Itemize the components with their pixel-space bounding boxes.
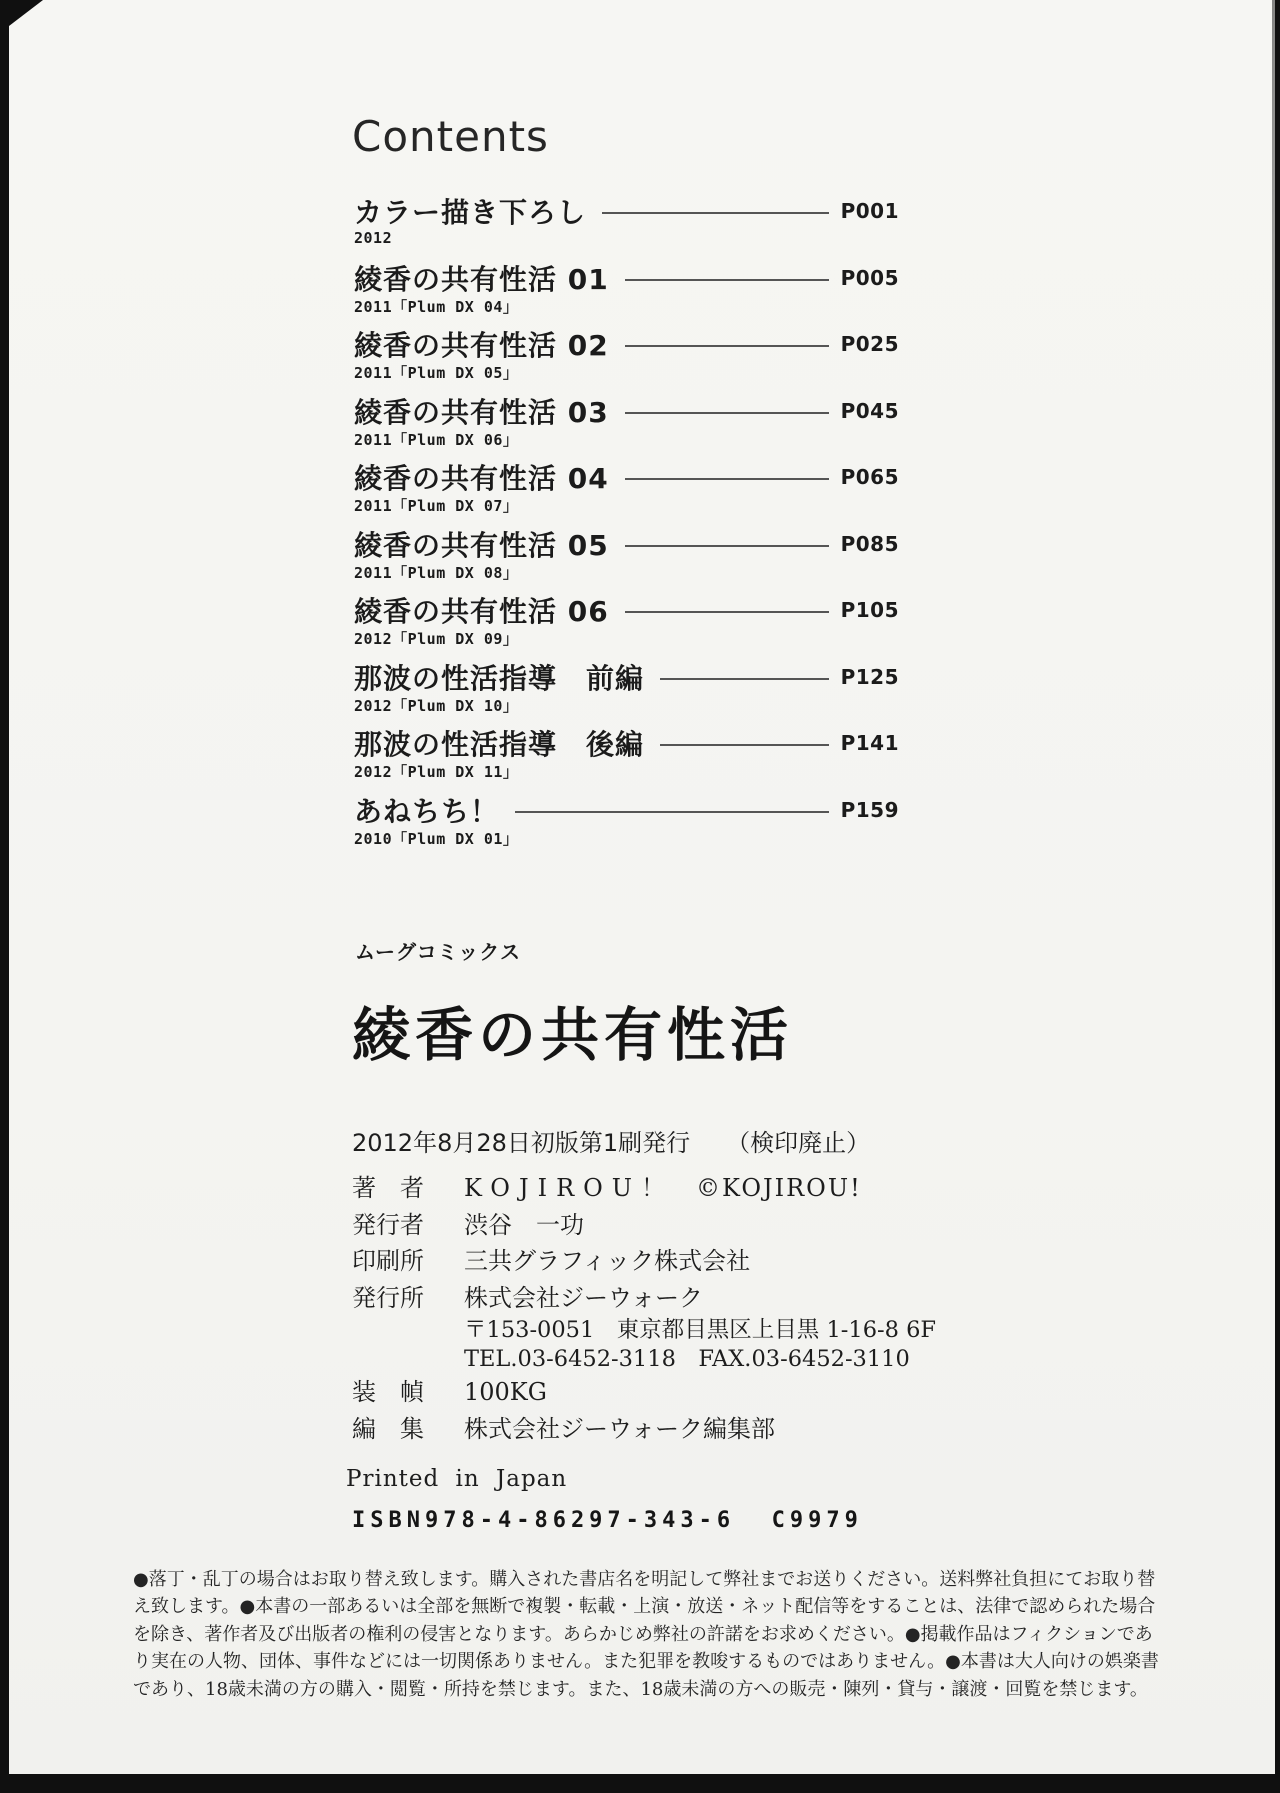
colophon-value: 株式会社ジーウォーク編集部: [464, 1414, 776, 1443]
toc-entry-title: あねちち！: [354, 794, 500, 828]
colophon-label: 編 集: [352, 1414, 424, 1443]
toc-entry-page: P141: [840, 731, 899, 755]
toc-entry-title: カラー描き下ろし: [354, 196, 587, 229]
toc-entry-title: 綾香の共有性活 01: [354, 262, 609, 296]
toc-entry-page: P005: [840, 265, 899, 290]
toc-leader-line: [625, 345, 829, 347]
toc-leader-line: [660, 678, 829, 680]
toc-entry-subtitle: 2010「Plum DX 01」: [354, 829, 519, 848]
colophon-label: 著 者: [352, 1174, 424, 1202]
toc-entry-subtitle: 2011「Plum DX 08」: [354, 563, 519, 582]
toc-entry-main: [354, 660, 899, 694]
toc-entry: [354, 327, 899, 394]
toc-entry-page: P001: [840, 199, 899, 223]
toc-entry: [354, 593, 899, 660]
colophon-block: [352, 1124, 1052, 1448]
edition-line: 2012年8月28日初版第1刷発行 （検印廃止）: [352, 1129, 871, 1157]
toc-entry-subtitle: 2011「Plum DX 04」: [354, 297, 519, 316]
printed-in-japan: Printed in Japan: [346, 1466, 568, 1492]
toc-entry-title: 那波の性活指導 後編: [354, 728, 645, 761]
toc-entry-page: P025: [840, 332, 899, 356]
toc-entry-subtitle: 2012「Plum DX 10」: [354, 696, 519, 715]
colophon-value: 株式会社ジーウォーク: [464, 1283, 704, 1312]
toc-entry-page: P065: [840, 465, 899, 489]
colophon-copyright: ©KOJIROU!: [696, 1174, 862, 1202]
toc-entry-subtitle: 2011「Plum DX 06」: [354, 430, 519, 449]
legal-line: り実在の人物、団体、事件などには一切関係ありません。また犯罪を教唆するものではありません。●本書は大人向けの娯楽書: [133, 1651, 1159, 1673]
colophon-value: 三共グラフィック株式会社: [464, 1247, 751, 1276]
toc-entry: [354, 726, 899, 793]
colophon-value: KOJIROU！: [464, 1174, 675, 1202]
book-title: 綾香の共有性活: [352, 1001, 794, 1069]
toc-entry-title: 綾香の共有性活 02: [354, 329, 609, 362]
colophon-row: [352, 1207, 1052, 1244]
toc-entry-page: P159: [840, 797, 899, 822]
toc-entry-page: P085: [840, 531, 899, 556]
toc-entry-main: [354, 194, 899, 228]
imprint-label: ムーグコミックス: [355, 940, 521, 964]
toc-leader-line: [625, 478, 829, 480]
colophon-row: [352, 1411, 1052, 1448]
contents-heading: Contents: [352, 112, 549, 161]
toc-entry-main: [354, 726, 899, 760]
toc-entry-title: 那波の性活指導 前編: [354, 661, 645, 695]
toc-entry: [354, 527, 899, 594]
toc-entry-main: [354, 460, 899, 494]
colophon-row: [352, 1280, 1052, 1317]
colophon-row: [352, 1170, 1052, 1207]
toc-entry: [354, 394, 899, 461]
toc-leader-line: [625, 611, 829, 613]
publisher-address-line: TEL.03-6452-3118 FAX.03-6452-3110: [464, 1346, 910, 1373]
edge-shadow: [1272, 0, 1275, 1076]
toc-leader-line: [660, 744, 829, 746]
toc-leader-line: [515, 811, 829, 813]
toc-entry-subtitle: 2012: [354, 229, 393, 247]
toc-entry: [354, 660, 899, 727]
legal-line: を除き、著作者及び出版者の権利の侵害となります。あらかじめ弊社の許諾をお求めください。●掲載作品はフィクションであ: [133, 1623, 1153, 1645]
colophon-label: 装 幀: [352, 1378, 424, 1407]
toc-list: [354, 194, 899, 859]
toc-entry-subtitle: 2012「Plum DX 11」: [354, 763, 519, 781]
toc-entry-page: P105: [840, 598, 899, 622]
legal-line: であり、18歳未満の方の購入・閲覧・所持を禁じます。また、18歳未満の方への販売・陳列・貸与・譲渡・回覧を禁じます。: [133, 1678, 1148, 1700]
toc-leader-line: [625, 279, 829, 281]
toc-leader-line: [602, 212, 829, 214]
toc-leader-line: [625, 545, 829, 547]
toc-entry-page: P045: [840, 398, 899, 423]
legal-line: え致します。●本書の一部あるいは全部を無断で複製・転載・上演・放送・ネット配信等をすることは、法律で認められた場合: [133, 1596, 1156, 1618]
colophon-label: 発行者: [352, 1210, 424, 1239]
legal-notice: [133, 1566, 1173, 1703]
publisher-address-line: 〒153-0051 東京都目黒区上目黒 1-16-8 6F: [464, 1317, 937, 1344]
toc-entry-main: [354, 327, 899, 361]
legal-line: ●落丁・乱丁の場合はお取り替え致します。購入された書店名を明記して弊社までお送りください。送料弊社負担にてお取り替: [133, 1569, 1156, 1590]
toc-entry-main: [354, 261, 899, 295]
colophon-label: 発行所: [352, 1283, 424, 1312]
toc-entry-main: [354, 394, 899, 428]
toc-entry-main: [354, 793, 899, 827]
toc-entry-subtitle: 2011「Plum DX 05」: [354, 364, 519, 382]
colophon-value: 100KG: [464, 1378, 547, 1407]
toc-entry: [354, 460, 899, 527]
toc-entry-title: 綾香の共有性活 05: [354, 528, 609, 562]
colophon-row: [352, 1374, 1052, 1411]
toc-entry: [354, 261, 899, 328]
colophon-value: 渋谷 一功: [464, 1210, 584, 1239]
toc-entry-main: [354, 593, 899, 627]
colophon-label: 印刷所: [352, 1247, 424, 1276]
isbn-line: ISBN978-4-86297-343-6 C9979: [352, 1508, 863, 1533]
toc-entry: [354, 194, 899, 261]
colophon-row: [352, 1243, 1052, 1280]
colophon-rows: [352, 1170, 1052, 1448]
toc-entry-title: 綾香の共有性活 06: [354, 595, 609, 628]
toc-leader-line: [625, 412, 829, 414]
toc-entry-subtitle: 2011「Plum DX 07」: [354, 497, 519, 515]
toc-entry-title: 綾香の共有性活 03: [354, 395, 609, 429]
toc-entry-title: 綾香の共有性活 04: [354, 462, 609, 495]
toc-entry-main: [354, 527, 899, 561]
toc-entry-subtitle: 2012「Plum DX 09」: [354, 630, 519, 648]
toc-entry-page: P125: [840, 664, 899, 689]
toc-entry: [354, 793, 899, 860]
corner-fold: [9, 0, 43, 26]
